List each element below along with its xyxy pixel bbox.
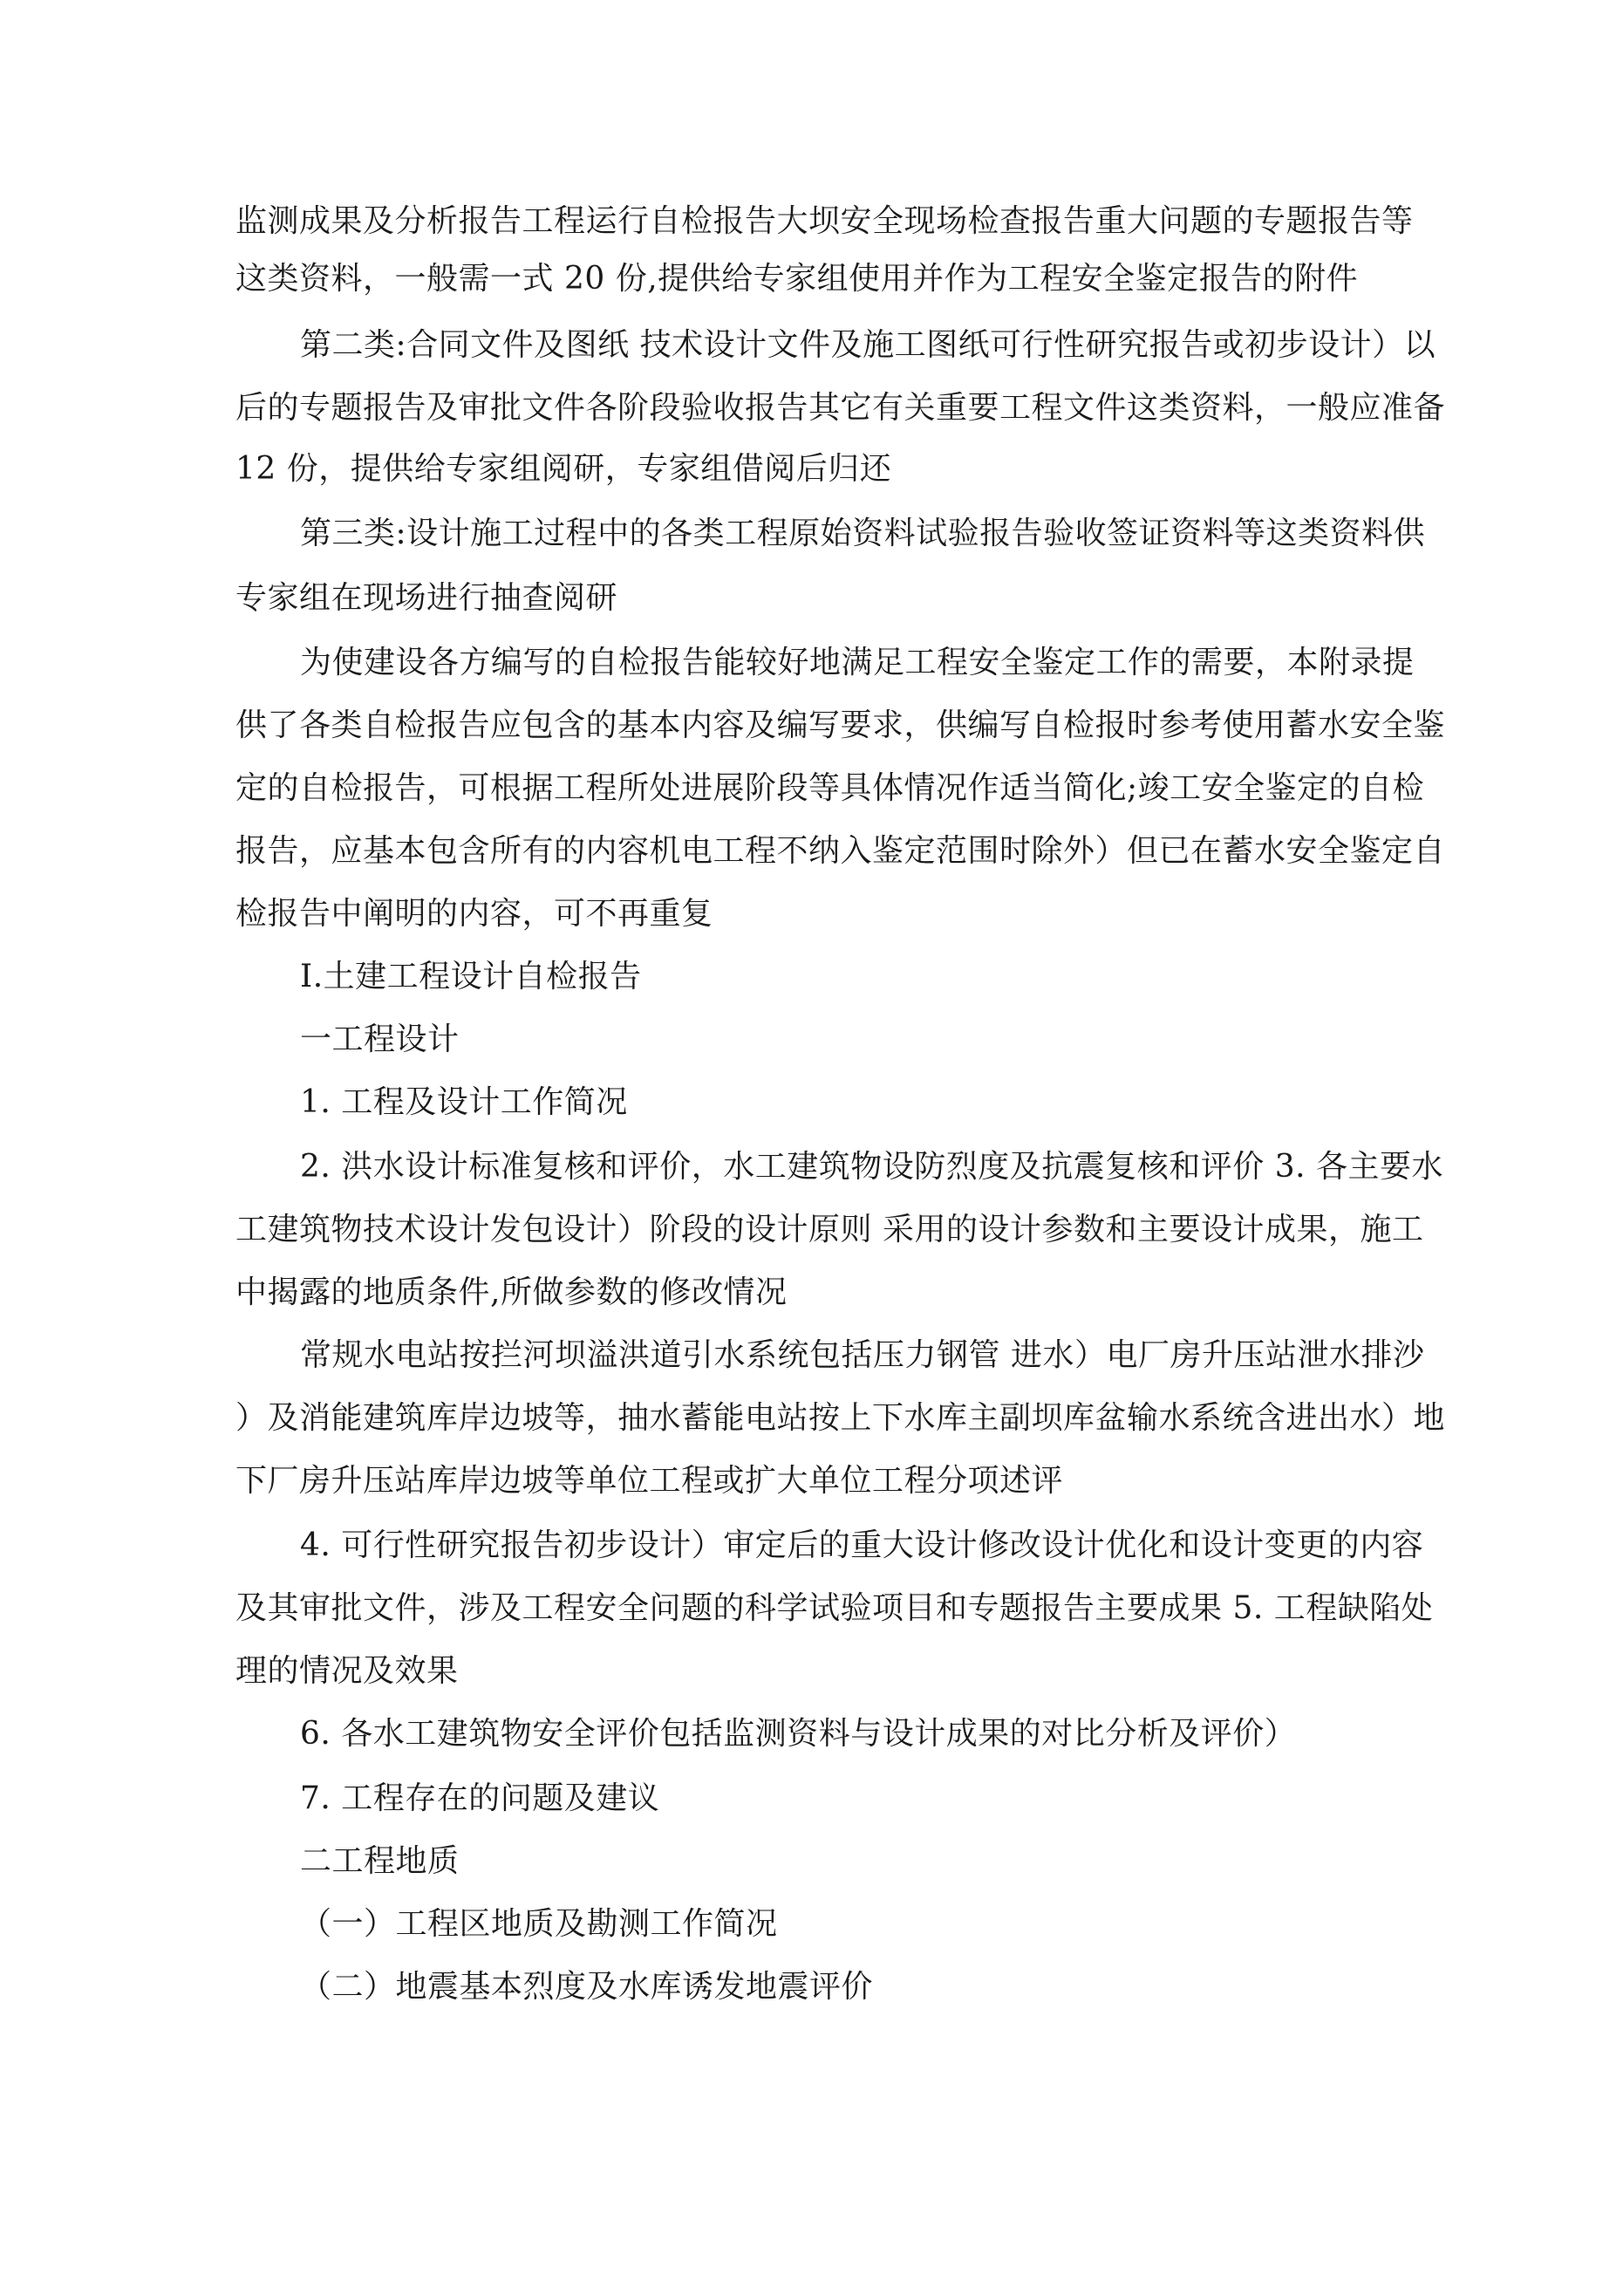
paragraph-line: 12 份，提供给专家组阅研，专家组借阅后归还 — [235, 451, 892, 487]
section-heading: Ⅰ.土建工程设计自检报告 — [300, 959, 642, 994]
section-heading: 一工程设计 — [300, 1022, 460, 1057]
list-item: 6. 各水工建筑物安全评价包括监测资料与设计成果的对比分析及评价） — [300, 1716, 1297, 1752]
paragraph-line: 第三类:设计施工过程中的各类工程原始资料试验报告验收签证资料等这类资料供 — [300, 516, 1426, 551]
section-heading: 二工程地质 — [300, 1843, 460, 1879]
paragraph-line: 第二类:合同文件及图纸 技术设计文件及施工图纸可行性研究报告或初步设计）以 — [300, 327, 1436, 363]
list-item: 1. 工程及设计工作简况 — [300, 1084, 628, 1120]
paragraph-line: 供了各类自检报告应包含的基本内容及编写要求，供编写自检报时参考使用蓄水安全鉴 — [235, 707, 1446, 743]
paragraph-line: 后的专题报告及审批文件各阶段验收报告其它有关重要工程文件这类资料，一般应准备 — [235, 390, 1446, 426]
paragraph-line: 监测成果及分析报告工程运行自检报告大坝安全现场检查报告重大问题的专题报告等 — [235, 203, 1414, 239]
paragraph-line: 中揭露的地质条件,所做参数的修改情况 — [235, 1274, 788, 1310]
list-item: 2. 洪水设计标准复核和评价，水工建筑物设防烈度及抗震复核和评价 3. 各主要水 — [300, 1149, 1444, 1185]
paragraph-line: 专家组在现场进行抽查阅研 — [235, 580, 618, 616]
paragraph-line: ）及消能建筑库岸边坡等，抽水蓄能电站按上下水库主副坝库盆输水系统含进出水）地 — [235, 1400, 1446, 1436]
paragraph-line: 理的情况及效果 — [235, 1653, 459, 1689]
list-item: （一）工程区地质及勘测工作简况 — [300, 1906, 778, 1942]
paragraph-line: 定的自检报告，可根据工程所处进展阶段等具体情况作适当简化;竣工安全鉴定的自检 — [235, 770, 1425, 806]
list-item: 7. 工程存在的问题及建议 — [300, 1780, 660, 1816]
paragraph-line: 这类资料，一般需一式 20 份,提供给专家组使用并作为工程安全鉴定报告的附件 — [235, 261, 1359, 297]
paragraph-line: 下厂房升压站库岸边坡等单位工程或扩大单位工程分项述评 — [235, 1463, 1064, 1499]
paragraph-line: 常规水电站按拦河坝溢洪道引水系统包括压力钢管 进水）电厂房升压站泄水排沙 — [300, 1337, 1425, 1373]
list-item: （二）地震基本烈度及水库诱发地震评价 — [300, 1969, 874, 2005]
list-item: 4. 可行性研究报告初步设计）审定后的重大设计修改设计优化和设计变更的内容 — [300, 1527, 1424, 1563]
paragraph-line: 及其审批文件，涉及工程安全问题的科学试验项目和专题报告主要成果 5. 工程缺陷处 — [235, 1590, 1434, 1626]
paragraph-line: 为使建设各方编写的自检报告能较好地满足工程安全鉴定工作的需要，本附录提 — [300, 645, 1415, 680]
paragraph-line: 工建筑物技术设计发包设计）阶段的设计原则 采用的设计参数和主要设计成果，施工 — [235, 1212, 1424, 1247]
paragraph-line: 报告，应基本包含所有的内容机电工程不纳入鉴定范围时除外）但已在蓄水安全鉴定自 — [235, 833, 1446, 869]
paragraph-line: 检报告中阐明的内容，可不再重复 — [235, 896, 713, 932]
